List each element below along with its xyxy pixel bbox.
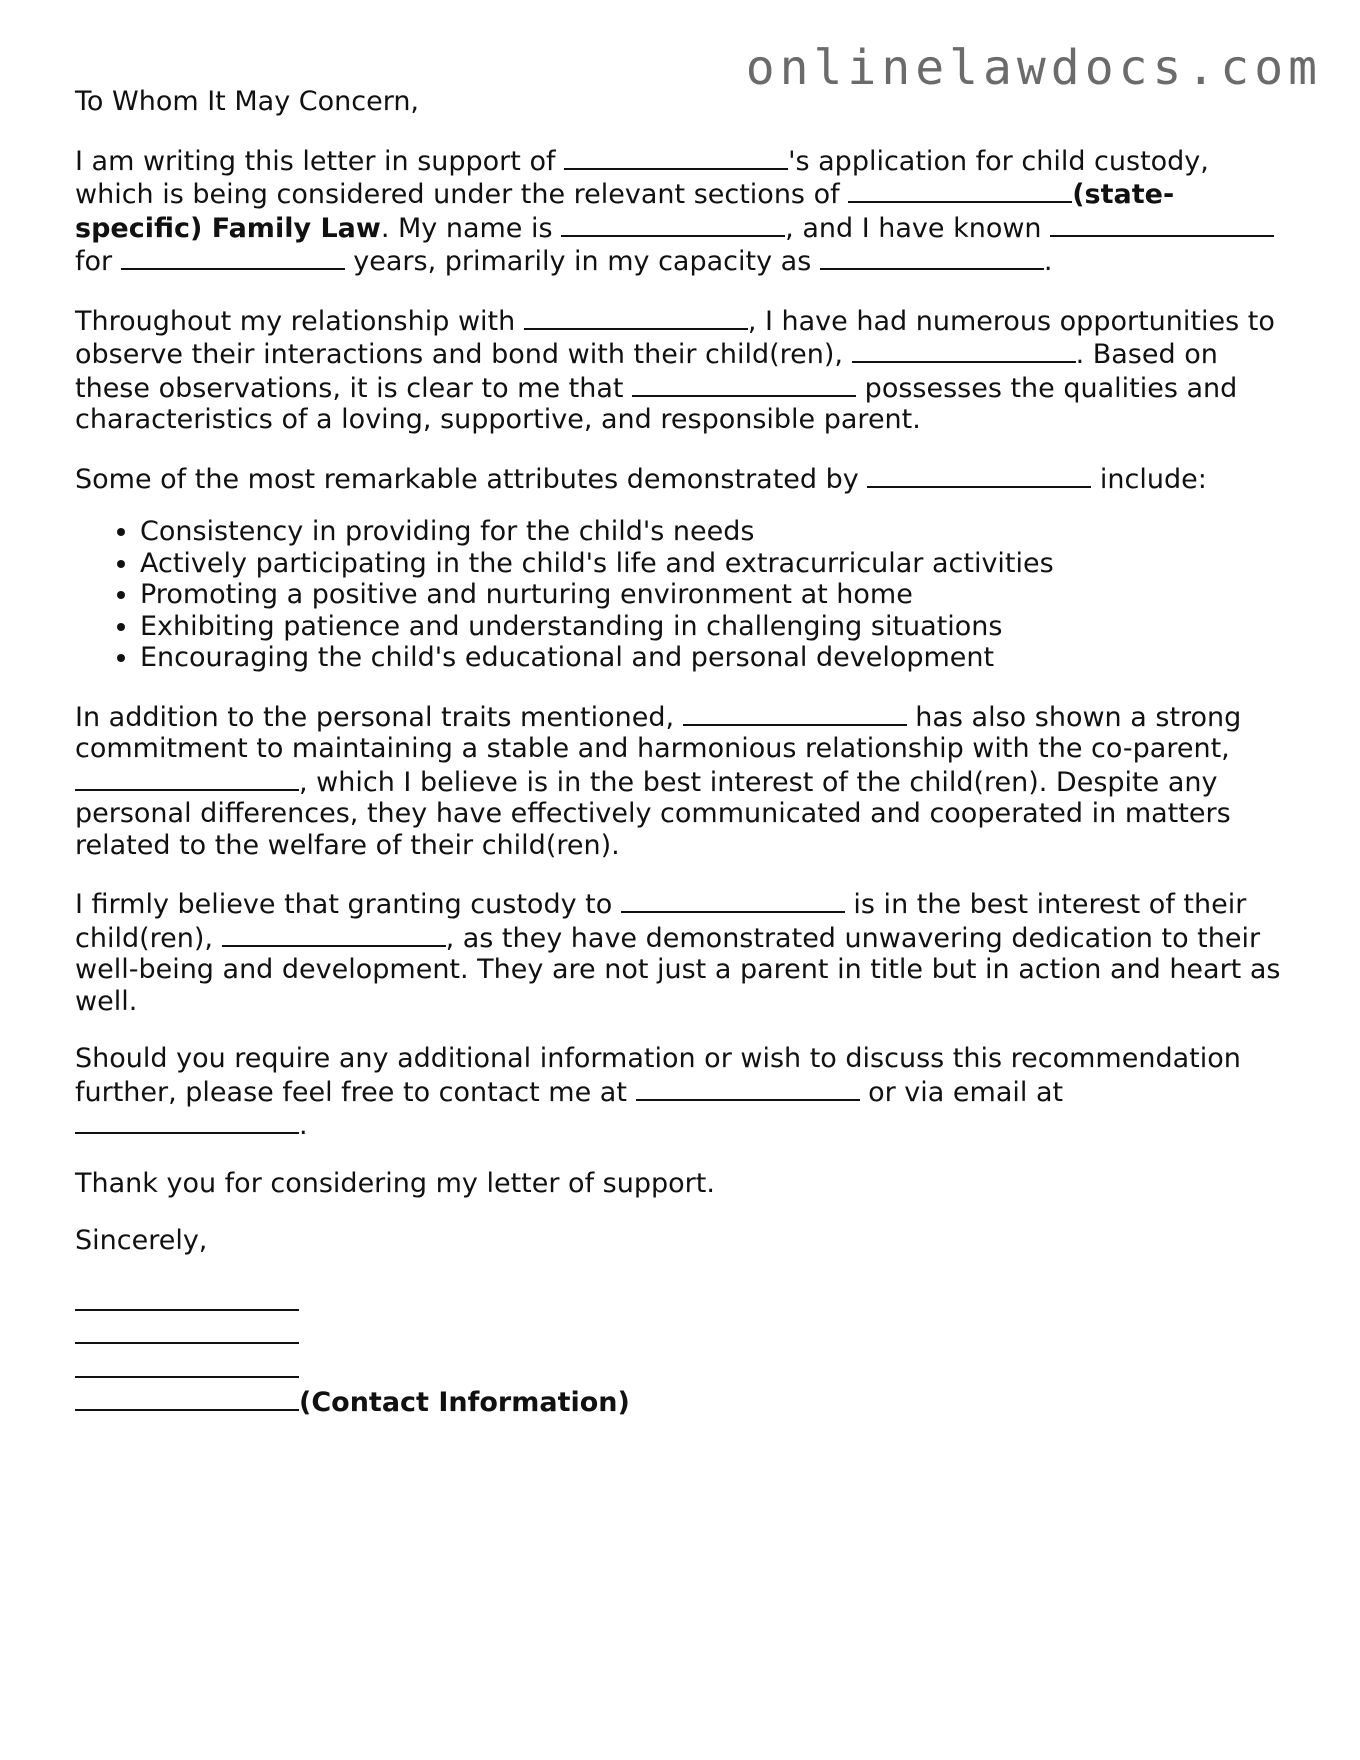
- text: 's application for child custody, which is being considered under the relevant sections of: [75, 145, 1209, 210]
- text: is in the best interest of their child(ren),: [75, 889, 1247, 954]
- contact-info-label: (Contact Information): [299, 1387, 630, 1418]
- text: , and I have known: [785, 212, 1051, 244]
- blank-children-names[interactable]: [852, 337, 1076, 363]
- text: I am writing this letter in support of: [75, 145, 565, 177]
- text: Should you require any additional information or wish to discuss this recommendation further, please feel free to contact me at: [75, 1043, 1241, 1108]
- blank-email[interactable]: [75, 1108, 299, 1134]
- paragraph-contact: [75, 1043, 1290, 1142]
- blank-writer-name[interactable]: [561, 211, 785, 237]
- text: , which I believe is in the best interest of the child(ren). Despite any personal differences, they have effectively communicated and cooperated in matters related to the welfare of their child(ren).: [75, 766, 1231, 861]
- closing: Sincerely,: [75, 1225, 208, 1256]
- list-item: • Promoting a positive and nurturing environment at home: [140, 579, 1290, 611]
- text: , as they have demonstrated unwavering dedication to their well-being and development. They are not just a parent in title but in action and heart as well.: [75, 922, 1281, 1017]
- signature-block: [75, 1285, 1290, 1419]
- text: , I have had numerous opportunities to observe their interactions and bond with their child(ren),: [75, 305, 1275, 370]
- blank-title[interactable]: [75, 1352, 299, 1378]
- thanks-line: Thank you for considering my letter of support.: [75, 1167, 715, 1199]
- watermark-logo: onlinelawdocs.com: [745, 40, 1322, 96]
- state-law-label: (state-specific) Family Law: [75, 179, 1175, 244]
- attributes-list: [75, 516, 1290, 674]
- text: Some of the most remarkable attributes demonstrated by: [75, 463, 868, 495]
- blank-coparent-name[interactable]: [75, 765, 299, 791]
- list-item: • Actively participating in the child's life and extracurricular activities: [140, 548, 1290, 580]
- paragraph-coparent: [75, 700, 1290, 862]
- list-item: • Consistency in providing for the child's needs: [140, 516, 1290, 548]
- text: possesses the qualities and characteristics of a loving, supportive, and responsible parent.: [75, 372, 1238, 435]
- letter-body: [75, 86, 1290, 1419]
- contact-info-line: [75, 1385, 1290, 1419]
- paragraph-attributes-intro: [75, 462, 1290, 496]
- text: . Based on these observations, it is clear to me that: [75, 339, 1218, 404]
- blank-capacity[interactable]: [820, 244, 1044, 270]
- text: .: [1043, 246, 1053, 277]
- text: include:: [1091, 463, 1207, 495]
- blank-years[interactable]: [121, 244, 345, 270]
- blank-applicant-name[interactable]: [564, 144, 788, 170]
- blank-parent-name-5[interactable]: [621, 887, 845, 913]
- blank-state[interactable]: [848, 177, 1072, 203]
- list-item: • Encouraging the child's educational and personal development: [140, 642, 1290, 674]
- blank-parent-name-4[interactable]: [683, 700, 907, 726]
- blank-children-names-2[interactable]: [222, 921, 446, 947]
- text: .: [299, 1110, 308, 1141]
- blank-known-person[interactable]: [1050, 211, 1274, 237]
- blank-signature[interactable]: [75, 1285, 299, 1311]
- text: In addition to the personal traits mentioned,: [75, 701, 683, 733]
- blank-printed-name[interactable]: [75, 1318, 299, 1344]
- blank-phone[interactable]: [636, 1075, 860, 1101]
- paragraph-intro: [75, 144, 1290, 278]
- text: I firmly believe that granting custody to: [75, 889, 621, 920]
- text: has also shown a strong commitment to maintaining a stable and harmonious relationship with the co-parent,: [75, 701, 1242, 764]
- text: for: [75, 246, 121, 277]
- paragraph-belief: [75, 887, 1290, 1017]
- blank-parent-name-2[interactable]: [632, 371, 856, 397]
- list-item: • Exhibiting patience and understanding in challenging situations: [140, 611, 1290, 643]
- paragraph-relationship: [75, 304, 1290, 436]
- blank-contact-info[interactable]: [75, 1385, 299, 1411]
- greeting: To Whom It May Concern,: [75, 86, 420, 117]
- text: Throughout my relationship with: [75, 305, 524, 337]
- blank-parent-name[interactable]: [524, 304, 748, 330]
- text: years, primarily in my capacity as: [344, 246, 820, 277]
- blank-parent-name-3[interactable]: [867, 462, 1091, 488]
- text: . My name is: [380, 212, 562, 244]
- text: or via email at: [859, 1076, 1064, 1108]
